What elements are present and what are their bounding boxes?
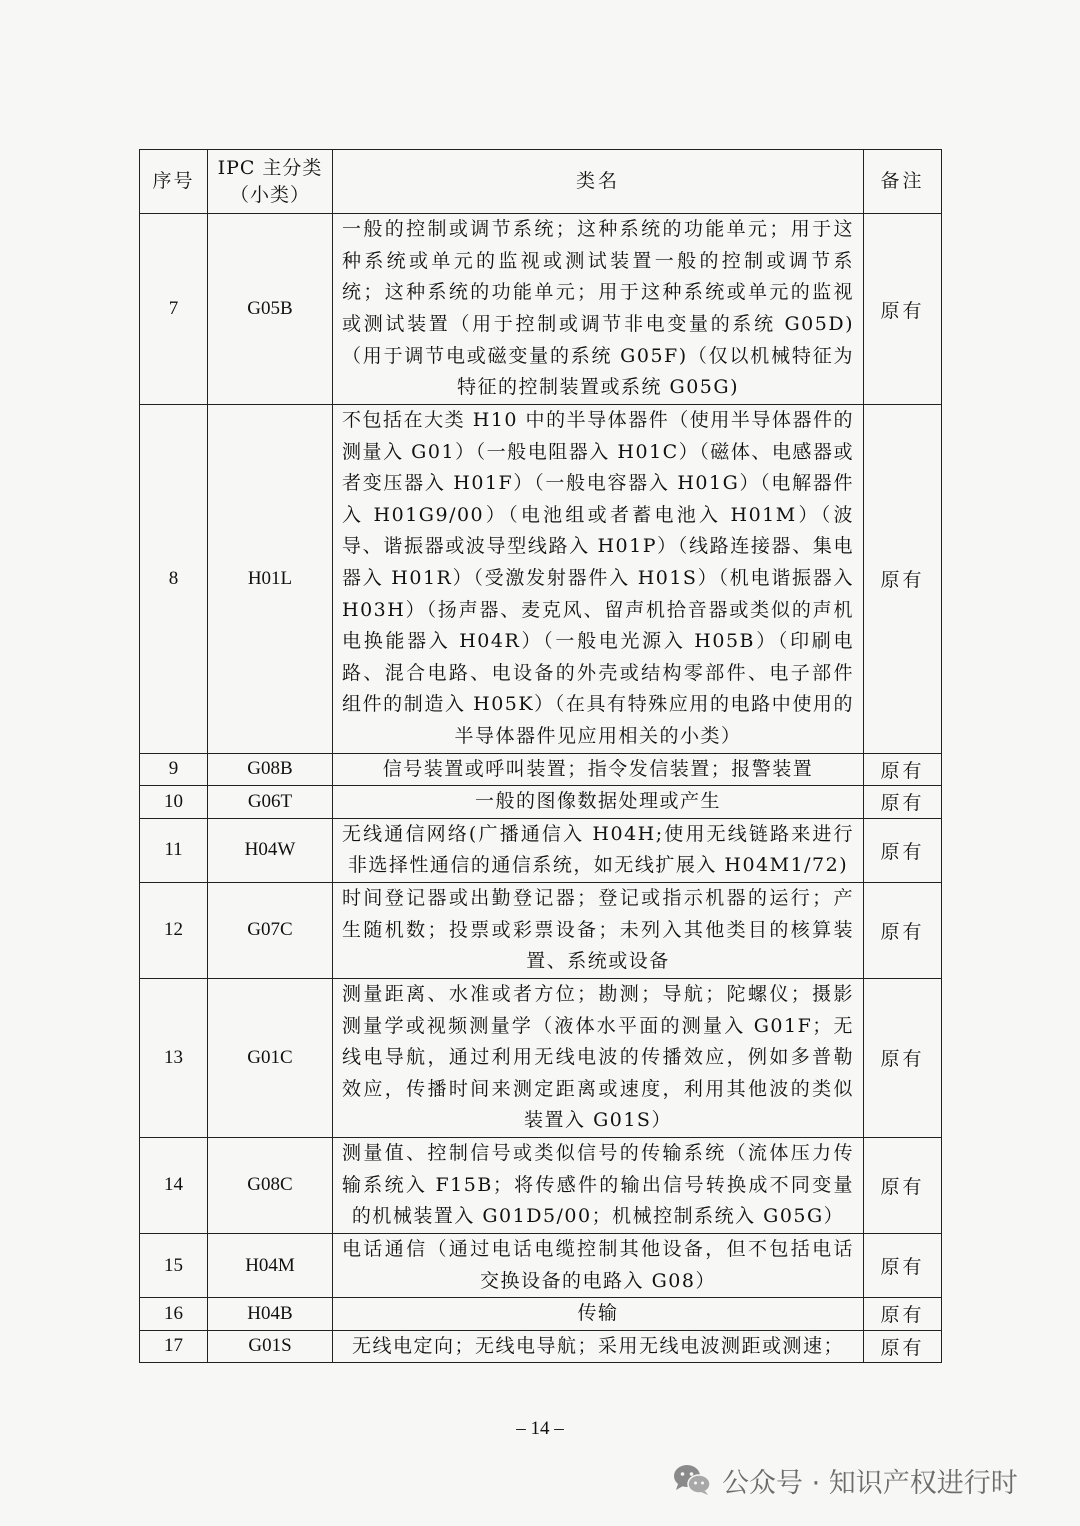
row-note: 原有 [864, 1330, 942, 1363]
table-row [140, 1137, 942, 1233]
row-ipc: G01S [208, 1330, 333, 1363]
row-name: 一般的图像数据处理或产生 [333, 786, 864, 819]
row-name: 测量距离、水准或者方位；勘测；导航；陀螺仪；摄影测量学或视频测量学（液体水平面的测量入 G01F；无线电导航，通过利用无线电波的传播效应，例如多普勒效应，传播时间来测定距离或速度，利用其他波的类似装置入 G01S） [333, 978, 864, 1137]
row-no: 8 [140, 405, 208, 754]
row-no: 7 [140, 214, 208, 405]
row-ipc: H04M [208, 1233, 333, 1297]
row-note: 原有 [864, 978, 942, 1137]
row-ipc: G06T [208, 786, 333, 819]
table-row [140, 753, 942, 786]
table-row [140, 882, 942, 978]
row-note: 原有 [864, 882, 942, 978]
row-ipc: G08B [208, 753, 333, 786]
row-name: 无线通信网络(广播通信入 H04H;使用无线链路来进行非选择性通信的通信系统，如无线扩展入 H04M1/72) [333, 818, 864, 882]
row-note: 原有 [864, 818, 942, 882]
table-row [140, 818, 942, 882]
row-note: 原有 [864, 405, 942, 754]
row-ipc: H04B [208, 1298, 333, 1331]
table-row [140, 405, 942, 754]
watermark [672, 1460, 1018, 1500]
row-ipc: G01C [208, 978, 333, 1137]
row-no: 10 [140, 786, 208, 819]
row-note: 原有 [864, 786, 942, 819]
wechat-icon [672, 1463, 712, 1497]
row-no: 9 [140, 753, 208, 786]
row-name: 不包括在大类 H10 中的半导体器件（使用半导体器件的测量入 G01）（一般电阻器入 H01C）（磁体、电感器或者变压器入 H01F）（一般电容器入 H01G）（电解器件入 H01G9/00）（电池组或者蓄电池入 H01M）（波导、谐振器或波导型线路入 H01P）（线路连接器、集电器入 H01R）（受激发射器件入 H01S）（机电谐振器入 H03H）（扬声器、麦克风、留声机拾音器或类似的声机电换能器入 H04R）（一般电光源入 H05B）（印刷电路、混合电路、电设备的外壳或结构零部件、电子部件组件的制造入 H05K）（在具有特殊应用的电路中使用的半导体器件见应用相关的小类） [333, 405, 864, 754]
header-ipc-line2: （小类） [229, 183, 310, 206]
table-row [140, 978, 942, 1137]
row-no: 17 [140, 1330, 208, 1363]
header-ipc-line1: IPC 主分类 [217, 156, 323, 179]
header-ipc [208, 150, 333, 214]
watermark-text: 公众号 · 知识产权进行时 [722, 1467, 1018, 1499]
row-ipc: G08C [208, 1137, 333, 1233]
row-no: 16 [140, 1298, 208, 1331]
row-name: 电话通信（通过电话电缆控制其他设备，但不包括电话交换设备的电路入 G08） [333, 1233, 864, 1297]
row-note: 原有 [864, 214, 942, 405]
row-ipc: H01L [208, 405, 333, 754]
row-ipc: H04W [208, 818, 333, 882]
row-name: 信号装置或呼叫装置；指令发信装置；报警装置 [333, 753, 864, 786]
row-note: 原有 [864, 1233, 942, 1297]
row-ipc: G05B [208, 214, 333, 405]
header-no: 序号 [140, 150, 208, 214]
table-header-row [140, 150, 942, 214]
row-name: 一般的控制或调节系统；这种系统的功能单元；用于这种系统或单元的监视或测试装置一般的控制或调节系统；这种系统的功能单元；用于这种系统或单元的监视或测试装置（用于控制或调节非电变量的系统 G05D)（用于调节电或磁变量的系统 G05F)（仅以机械特征为特征的控制装置或系统 G05G) [333, 214, 864, 405]
row-name: 传输 [333, 1298, 864, 1331]
table-row [140, 786, 942, 819]
header-name: 类名 [333, 150, 864, 214]
table-row [140, 1233, 942, 1297]
row-no: 11 [140, 818, 208, 882]
row-name: 无线电定向；无线电导航；采用无线电波测距或测速； [333, 1330, 864, 1363]
table-row [140, 214, 942, 405]
row-name: 测量值、控制信号或类似信号的传输系统（流体压力传输系统入 F15B；将传感件的输出信号转换成不同变量的机械装置入 G01D5/00；机械控制系统入 G05G） [333, 1137, 864, 1233]
row-no: 14 [140, 1137, 208, 1233]
row-ipc: G07C [208, 882, 333, 978]
table-row [140, 1298, 942, 1331]
table-row [140, 1330, 942, 1363]
ipc-classification-table [139, 149, 942, 1363]
row-note: 原有 [864, 753, 942, 786]
header-note: 备注 [864, 150, 942, 214]
row-note: 原有 [864, 1137, 942, 1233]
row-no: 12 [140, 882, 208, 978]
row-name: 时间登记器或出勤登记器；登记或指示机器的运行；产生随机数；投票或彩票设备；未列入其他类目的核算装置、系统或设备 [333, 882, 864, 978]
page-number: – 14 – [516, 1418, 564, 1439]
row-no: 15 [140, 1233, 208, 1297]
row-no: 13 [140, 978, 208, 1137]
row-note: 原有 [864, 1298, 942, 1331]
